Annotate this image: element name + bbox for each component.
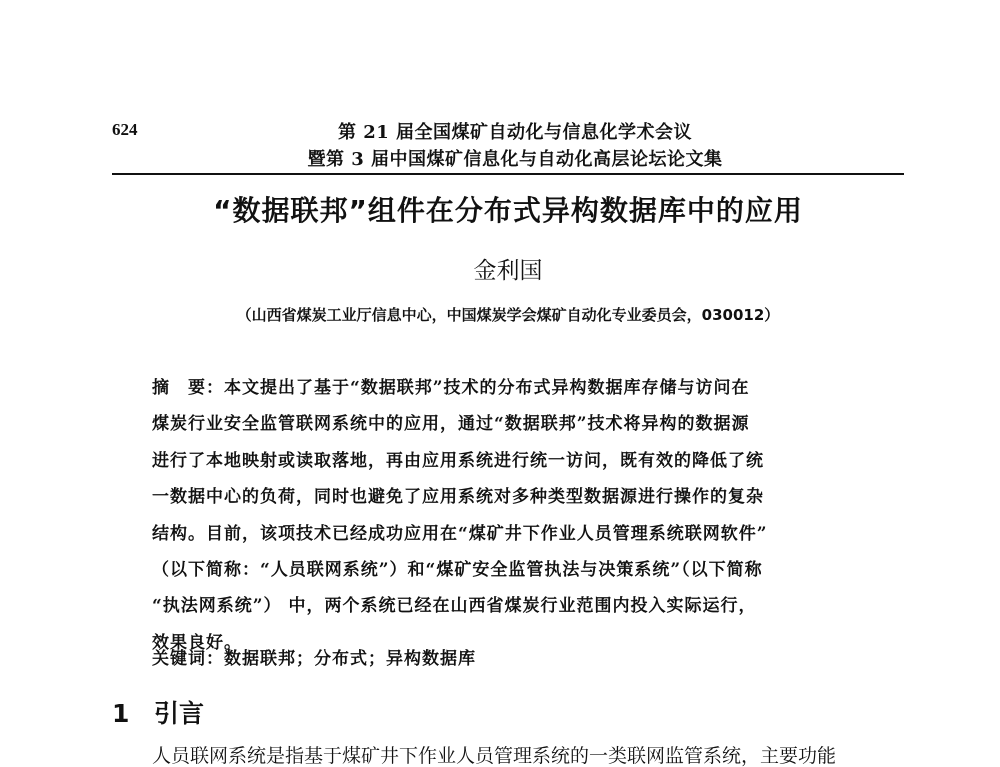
abstract-line: 一数据中心的负荷，同时也避免了应用系统对多种类型数据源进行操作的复杂 — [152, 487, 764, 508]
abstract-line-text: 本文提出了基于“数据联邦”技术的分布式异构数据库存储与访问在 — [224, 378, 750, 398]
abstract-line: 煤炭行业安全监管联网系统中的应用，通过“数据联邦”技术将异构的数据源 — [152, 414, 750, 435]
abstract-line: 效果良好。 — [152, 632, 242, 653]
page-number: 624 — [112, 120, 138, 139]
author-affiliation: （山西省煤炭工业厅信息中心，中国煤炭学会煤矿自动化专业委员会，030012） — [236, 306, 780, 324]
abstract-line: “执法网系统”） 中，两个系统已经在山西省煤炭行业范围内投入实际运行， — [152, 596, 757, 617]
conference-title-line-1: 第 21 届全国煤矿自动化与信息化学术会议 — [337, 122, 693, 143]
abstract-line: 进行了本地映射或读取落地，再由应用系统进行统一访问，既有效的降低了统 — [152, 450, 764, 471]
abstract-line — [152, 370, 864, 406]
section-number: 1 — [112, 699, 130, 728]
paper-title: “数据联邦”组件在分布式异构数据库中的应用 — [213, 194, 803, 227]
abstract — [152, 370, 864, 661]
abstract-label: 摘 要： — [152, 378, 224, 398]
keywords-text: 数据联邦；分布式；异构数据库 — [224, 649, 476, 669]
abstract-line: （以下简称：“人员联网系统”）和“煤矿安全监管执法与决策系统”（以下简称 — [152, 559, 763, 580]
body-paragraph-line: 人员联网系统是指基于煤矿井下作业人员管理系统的一类联网监管系统，主要功能 — [152, 745, 837, 767]
section-heading — [112, 694, 204, 730]
conference-title-line-2: 暨第 3 届中国煤矿信息化与自动化高层论坛论文集 — [307, 149, 723, 170]
header-divider — [112, 173, 904, 175]
author-name: 金利国 — [473, 258, 543, 284]
abstract-line: 结构。目前，该项技术已经成功应用在“煤矿井下作业人员管理系统联网软件” — [152, 523, 768, 544]
section-title: 引言 — [154, 699, 205, 728]
keywords — [152, 644, 864, 669]
keywords-label: 关键词： — [152, 649, 224, 669]
